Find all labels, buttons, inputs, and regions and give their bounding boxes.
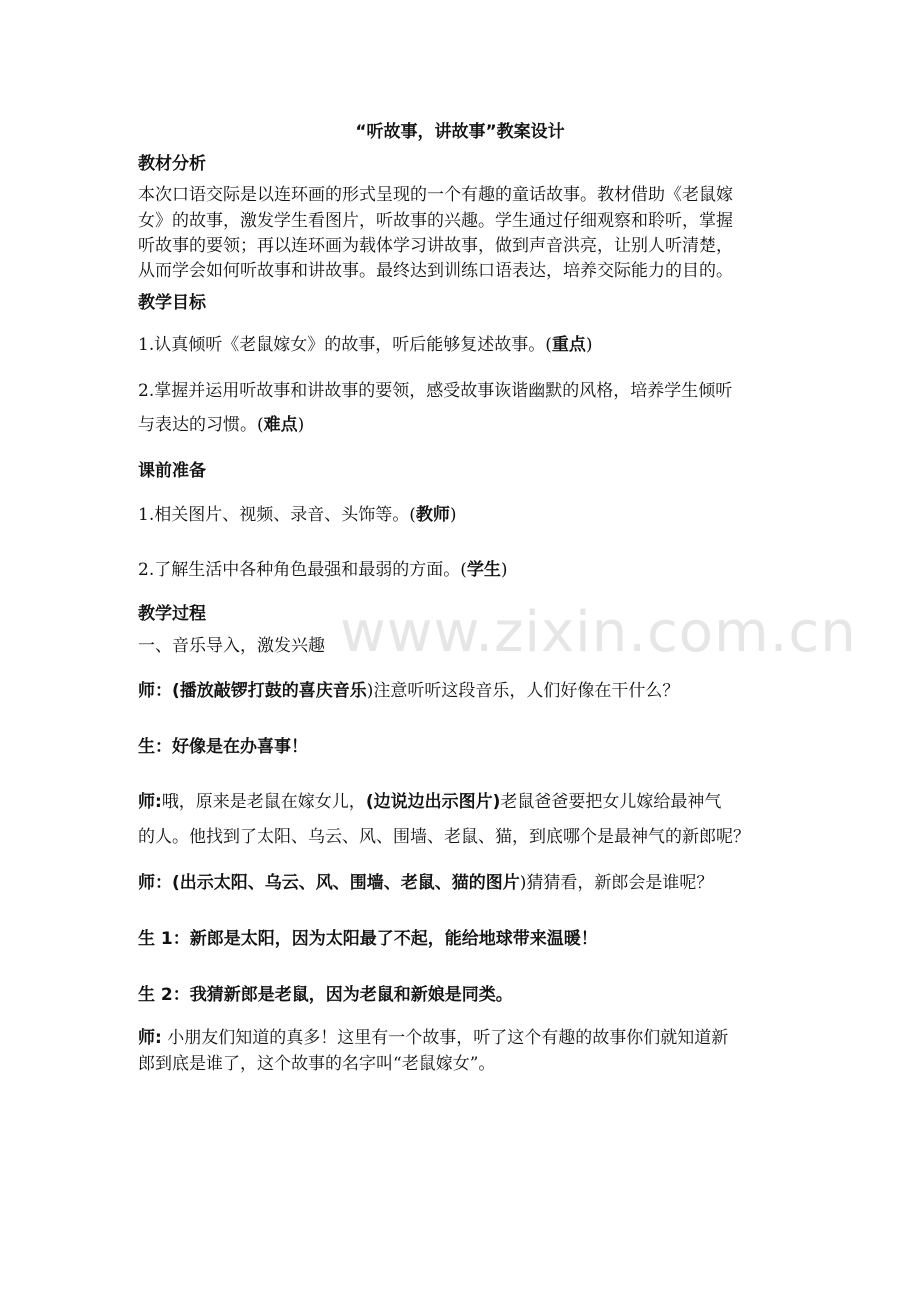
prep-item-2-text: 2.了解生活中各种角色最强和最弱的方面。(: [138, 560, 467, 580]
goal-item-1-end: ): [585, 335, 593, 355]
teacher-line-1: [138, 679, 679, 703]
goal-item-2-end: ): [297, 415, 305, 435]
prep-item-1-text: 1.相关图片、视频、录音、头饰等。(: [138, 505, 416, 525]
goal-item-1-tag: 重点: [551, 335, 586, 355]
analysis-line-1: 本次口语交际是以连环画的形式呈现的一个有趣的童话故事。教材借助《老鼠嫁: [138, 185, 733, 205]
watermark: www.zixin.com.cn: [340, 600, 857, 665]
prep-item-1-end: ): [449, 505, 457, 525]
prep-item-2-tag: 学生: [466, 560, 501, 580]
teacher-line-2: [138, 790, 721, 814]
student-line-1: 生：好像是在办喜事！: [138, 737, 308, 757]
prep-item-2: [138, 558, 508, 582]
goal-item-1-text: 1.认真倾听《老鼠嫁女》的故事，听后能够复述故事。(: [138, 335, 552, 355]
teacher-1-action: 播放敲锣打鼓的喜庆音乐: [179, 681, 367, 701]
teacher-2-action: (边说边出示图片): [365, 792, 501, 812]
analysis-line-4: 从而学会如何听故事和讲故事。最终达到训练口语表达，培养交际能力的目的。: [138, 261, 733, 281]
teacher-3-action: 出示太阳、乌云、风、围墙、老鼠、猫的图片: [179, 873, 520, 893]
student-2-text: 新郎是太阳，因为太阳最了不起，能给地球带来温暖！: [189, 929, 598, 949]
analysis-line-2: 女》的故事，激发学生看图片，听故事的兴趣。学生通过仔细观察和聆听，掌握: [138, 211, 733, 231]
teacher-2-text-b: 老鼠爸爸要把女儿嫁给最神气: [500, 792, 722, 812]
prep-item-1: [138, 503, 457, 527]
analysis-line-3: 听故事的要领；再以连环画为载体学习讲故事，做到声音洪亮，让别人听清楚，: [138, 236, 733, 256]
goal-item-1: [138, 333, 593, 357]
student-2-label: 生 1：: [138, 929, 190, 949]
teacher-3-text: )猜猜看，新郎会是谁呢？: [519, 873, 714, 893]
section-heading-analysis: 教材分析: [138, 154, 206, 174]
teacher-2-text-a: 哦，原来是老鼠在嫁女儿，: [161, 792, 366, 812]
teacher-line-3: [138, 871, 713, 895]
teacher-1-speaker: 师：(: [138, 681, 180, 701]
goal-item-2-line-2: [138, 413, 304, 437]
section-heading-prep: 课前准备: [138, 461, 206, 481]
student-line-3: [138, 983, 513, 1007]
student-3-label: 生 2：: [138, 985, 190, 1005]
teacher-4-text: 小朋友们知道的真多！这里有一个故事，听了这个有趣的故事你们就知道新: [161, 1028, 729, 1048]
section-heading-process: 教学过程: [138, 604, 206, 624]
goal-item-2-text: 与表达的习惯。(: [138, 415, 264, 435]
teacher-3-speaker: 师：(: [138, 873, 180, 893]
process-step-1: 一、音乐导入，激发兴趣: [138, 636, 325, 656]
teacher-1-text: )注意听听这段音乐，人们好像在干什么？: [366, 681, 680, 701]
teacher-2-speaker: 师:: [138, 792, 162, 812]
goal-item-2-line-1: 2.掌握并运用听故事和讲故事的要领，感受故事诙谐幽默的风格，培养学生倾听: [138, 381, 733, 401]
page-title: “听故事，讲故事”教案设计: [355, 122, 565, 142]
teacher-line-2-cont: 的人。他找到了太阳、乌云、风、围墙、老鼠、猫，到底哪个是最神气的新郎呢？: [138, 827, 750, 847]
prep-item-1-tag: 教师: [415, 505, 450, 525]
teacher-line-4: [138, 1026, 728, 1050]
section-heading-goals: 教学目标: [138, 293, 206, 313]
teacher-4-speaker: 师:: [138, 1028, 162, 1048]
student-3-text: 我猜新郎是老鼠，因为老鼠和新娘是同类。: [189, 985, 513, 1005]
teacher-line-4-cont: 郎到底是谁了，这个故事的名字叫“老鼠嫁女”。: [138, 1054, 496, 1074]
prep-item-2-end: ): [500, 560, 508, 580]
goal-item-2-tag: 难点: [263, 415, 298, 435]
student-line-2: [138, 927, 598, 951]
